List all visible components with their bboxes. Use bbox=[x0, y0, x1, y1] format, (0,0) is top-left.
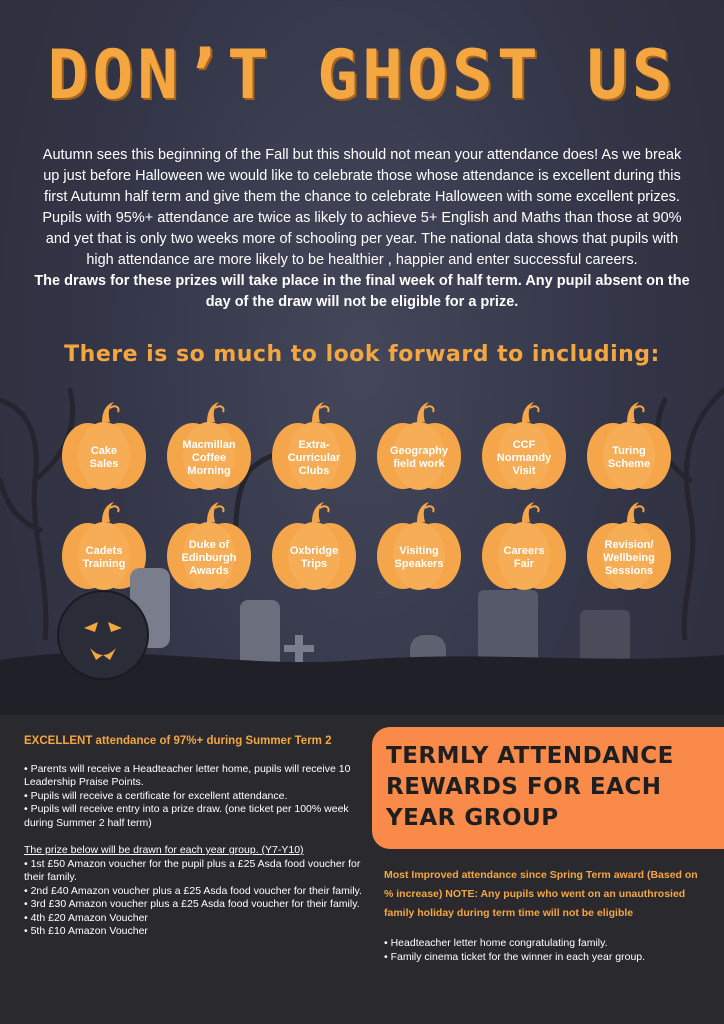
pumpkin-label: Geography field work bbox=[389, 445, 449, 470]
pumpkin-label: Cadets Training bbox=[82, 545, 126, 570]
section-subheading: There is so much to look forward to including: bbox=[64, 342, 660, 367]
list-item: • Headteacher letter home congratulating family. bbox=[384, 937, 608, 949]
pumpkin-label: Turing Scheme bbox=[607, 445, 651, 470]
pumpkin-label: Cake Sales bbox=[89, 445, 119, 470]
list-item: • 3rd £30 Amazon voucher plus a £25 Asda food voucher for their family. bbox=[24, 898, 360, 910]
intro-bold-note: The draws for these prizes will take place in the final week of half term. Any pupil absent on the day of the draw will not be eligible for a prize. bbox=[34, 273, 690, 310]
pumpkin-label: Macmillan Coffee Morning bbox=[182, 438, 236, 477]
list-item: • 1st £50 Amazon voucher for the pupil plus a £25 Asda food voucher for their family. bbox=[24, 857, 361, 883]
prize-draw-heading: The prize below will be drawn for each year group. (Y7-Y10) bbox=[24, 844, 304, 856]
graveyard-scene bbox=[0, 560, 724, 720]
rewards-banner bbox=[372, 727, 724, 849]
list-item: • 5th £10 Amazon Voucher bbox=[24, 925, 148, 937]
pumpkin-label: Oxbridge Trips bbox=[289, 545, 339, 570]
list-item: • Parents will receive a Headteacher letter home, pupils will receive 10 Leadership Praise Points. bbox=[24, 762, 351, 788]
excellent-bullets bbox=[24, 763, 364, 831]
pumpkin-label: Duke of Edinburgh Awards bbox=[181, 538, 237, 577]
pumpkin-item bbox=[583, 400, 675, 492]
pumpkin-label: CCF Normandy Visit bbox=[496, 438, 552, 477]
prize-list bbox=[24, 858, 364, 939]
pumpkin-item bbox=[58, 400, 150, 492]
pumpkin-item bbox=[373, 400, 465, 492]
list-item: • 4th £20 Amazon Voucher bbox=[24, 911, 148, 924]
pumpkin-label: Extra- Curricular Clubs bbox=[287, 438, 341, 477]
jack-o-lantern-icon bbox=[58, 591, 148, 679]
pumpkin-label: Careers Fair bbox=[503, 545, 545, 570]
page-title: DON’T GHOST US bbox=[47, 36, 677, 115]
pumpkin-label: Visiting Speakers bbox=[394, 545, 444, 570]
most-improved-bullets bbox=[384, 937, 704, 964]
most-improved-heading: Most Improved attendance since Spring Term award (Based on % increase) NOTE: Any pupils who went on an unauthrosied family holiday during term time will not be eligible bbox=[384, 869, 698, 919]
excellent-section bbox=[24, 735, 364, 939]
list-item: • Family cinema ticket for the winner in each year group. bbox=[384, 950, 646, 963]
intro-paragraph: Autumn sees this beginning of the Fall but this should not mean your attendance does! As we break up just before Halloween we would like to celebrate those whose attendance is excellent during this first Autumn half term and give them the chance to celebrate Halloween with some excellent prizes. Pupils with 95%+ attendance are twice as likely to achieve 5+ English and Maths than those at 90% and yet that is only two weeks more of schooling per year. The national data shows that pupils with high attendance are more likely to be healthier , happier and enter successful careers. bbox=[42, 147, 682, 268]
pumpkin-label: Revision/ Wellbeing Sessions bbox=[603, 538, 655, 577]
pumpkin-item bbox=[268, 400, 360, 492]
list-item: • 2nd £40 Amazon voucher plus a £25 Asda food voucher for their family. bbox=[24, 884, 362, 897]
excellent-heading: EXCELLENT attendance of 97%+ during Summer Term 2 bbox=[24, 735, 332, 747]
pumpkin-item bbox=[478, 400, 570, 492]
gravestone-icon bbox=[240, 600, 280, 670]
most-improved-section bbox=[384, 866, 704, 964]
pumpkin-item bbox=[163, 400, 255, 492]
banner-title: TERMLY ATTENDANCE REWARDS FOR EACH YEAR GROUP bbox=[386, 743, 674, 831]
list-item: • Pupils will receive entry into a prize draw. (one ticket per 100% week during Summer 2 half term) bbox=[24, 803, 349, 829]
list-item: • Pupils will receive a certificate for excellent attendance. bbox=[24, 789, 288, 802]
